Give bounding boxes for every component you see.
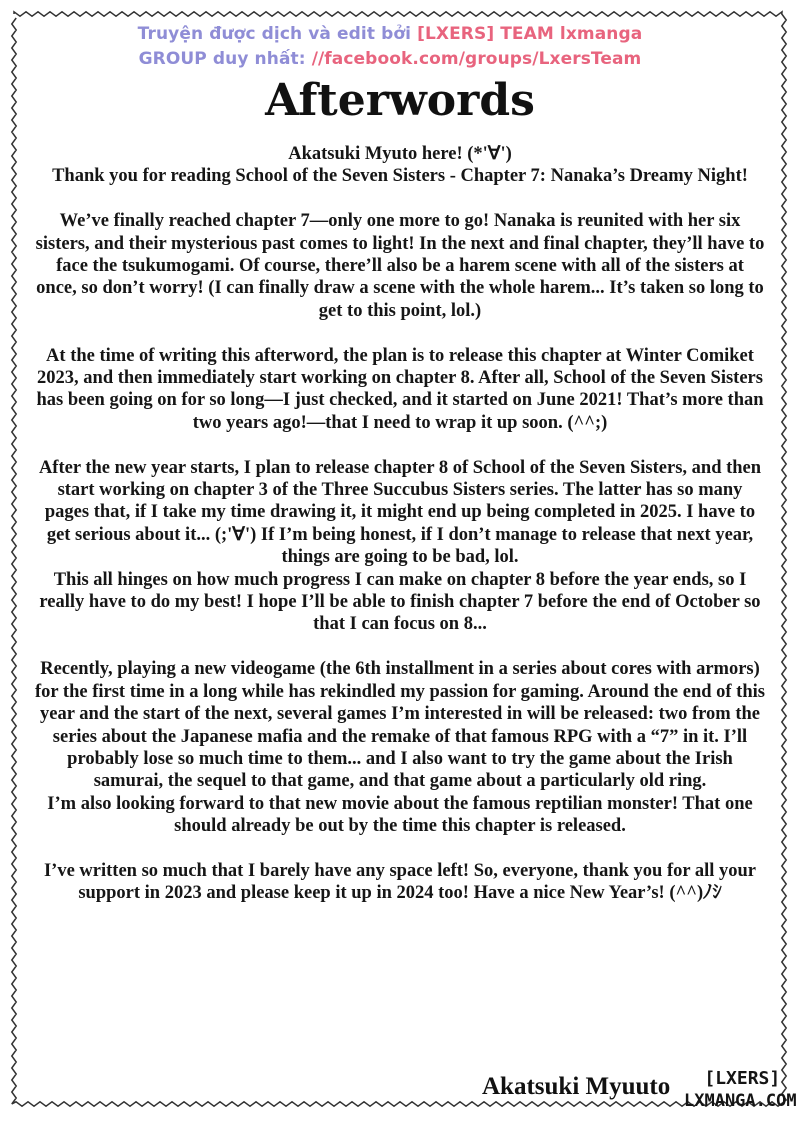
site-watermark [684, 1068, 797, 1112]
afterword-body [34, 143, 766, 927]
site-watermark-tag: [LXERS] [704, 1068, 781, 1089]
release-plan-paragraph: At the time of writing this afterword, the plan is to release this chapter at Winter Comiket 2023, and then immediately start working on chapter 8. After all, School of the Seven Sisters has been going on for so long—I just checked, and it started on June 2021! That’s more than two years ago!—that I need to wrap it up soon. (^^;) [36, 345, 764, 433]
movie-paragraph: I’m also looking forward to that new movie about the famous reptilian monster! That one should already be out by the time this chapter is released. [47, 793, 753, 837]
closing-paragraph: I’ve written so much that I barely have any space left! So, everyone, thank you for all your support in 2023 and please keep it up in 2024 too! Have a nice New Year’s! (^^)ﾉｼ [43, 860, 757, 904]
author-signature: Akatsuki Myuuto [482, 1073, 671, 1100]
videogame-paragraph: Recently, playing a new videogame (the 6th installment in a series about cores with armors) for the first time in a long while has rekindled my passion for gaming. Around the end of this year and the start of the next, several games I’m interested in will be released: two from the series about the Japanese mafia and the remake of that famous RPG with a “7” in it. I’ll probably lose so much time to them... and I also want to try the game about the Irish samurai, the sequel to that game, and that game about a particularly old ring. [35, 659, 765, 792]
progress-paragraph: This all hinges on how much progress I can make on chapter 8 before the year ends, so I really have to do my best! I hope I’ll be able to finish chapter 7 before the end of October so that I can focus on 8... [39, 569, 761, 635]
page-title: Afterwords [265, 75, 535, 126]
watermark-line-1: Truyện được dịch và edit bởi [LXERS] TEAM lxmanga [137, 24, 643, 44]
next-year-paragraph: After the new year starts, I plan to release chapter 8 of School of the Seven Sisters, and then start working on chapter 3 of the Three Succubus Sisters series. The latter has so many pages that, if I take my time drawing it, it might end up being completed in 2025. I have to get serious about it... (;'∀') If I’m being honest, if I don’t manage to release that next year, things are going to be bad, lol. [38, 457, 762, 568]
site-watermark-url: LXMANGA.COM [684, 1091, 797, 1111]
chapter-update-paragraph: We’ve finally reached chapter 7—only one more to go! Nanaka is reunited with her six sisters, and their mysterious past comes to light! In the next and final chapter, they’ll have to face the tsukumogami. Of course, there’ll also be a harem scene with all of the sisters at once, so don’t worry! (I can finally draw a scene with the whole harem... It’s taken so long to get to this point, lol.) [35, 211, 765, 321]
translator-watermark [70, 22, 710, 72]
watermark-line-2: GROUP duy nhất: //facebook.com/groups/LxersTeam [138, 49, 642, 69]
intro-paragraph: Akatsuki Myuto here! (*'∀') Thank you for reading School of the Seven Sisters - Chapter 7: Nanaka’s Dreamy Night! [52, 144, 748, 187]
group-link[interactable]: //facebook.com/groups/LxersTeam [311, 49, 642, 69]
